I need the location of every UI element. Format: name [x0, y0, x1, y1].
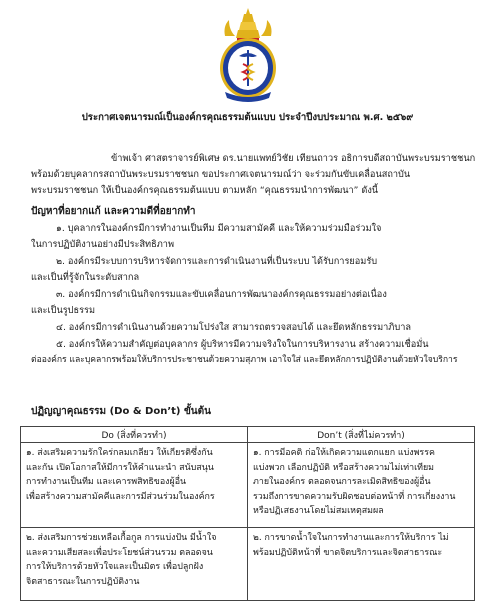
- table-row: [21, 528, 475, 601]
- dont-1-line-2: แบ่งพวก เลือกปฏิบัติ หรือสร้างความไม่เท่าเทียม: [253, 462, 435, 473]
- do-cell-2: [21, 528, 248, 601]
- problems-heading: ปัญหาที่อยากแก้ และความดีที่อยากทำ: [31, 206, 196, 217]
- announcement-title: ประกาศเจตนารมณ์เป็นองค์กรคุณธรรมต้นแบบ ประจำปีงบประมาณ พ.ศ. ๒๕๖๙: [81, 112, 414, 123]
- dont-1-line-5: หรือปฏิเสธงานโดยไม่สมเหตุสมผล: [253, 506, 384, 516]
- problem-3-line-2: และเป็นรูปธรรม: [31, 305, 96, 316]
- institute-emblem-icon: [217, 6, 279, 102]
- do-dont-table: [20, 426, 475, 601]
- dont-2-line-2: พร้อมปฏิบัติหน้าที่ ขาดจิตบริการและจิตสาธารณะ: [253, 547, 443, 558]
- problem-5-line-2: ต่อองค์กร และบุคลากรพร้อมให้บริการประชาชนด้วยความสุภาพ เอาใจใส่ และยึดหลักการปฏิบัติงานด้วยหัวใจบริการ: [31, 355, 458, 365]
- problem-3-line-1: ๓. องค์กรมีการดำเนินกิจกรรมและขับเคลื่อนการพัฒนาองค์กรคุณธรรมอย่างต่อเนื่อง: [56, 289, 387, 300]
- problem-2-line-1: ๒. องค์กรมีระบบการบริหารจัดการและการดำเนินงานที่เป็นระบบ ได้รับการยอมรับ: [56, 256, 378, 267]
- dont-column-header: Don’t (สิ่งที่ไม่ควรทำ): [248, 427, 475, 443]
- do-1-line-1: ๑. ส่งเสริมความรักใคร่กลมเกลียว ให้เกียรติซึ่งกัน: [26, 448, 213, 458]
- intro-line-3: พระบรมราชชนก ให้เป็นองค์กรคุณธรรมต้นแบบ ตามหลัก “คุณธรรมนำการพัฒนา” ดังนี้: [31, 185, 379, 196]
- do-2-line-1: ๒. ส่งเสริมการช่วยเหลือเกื้อกูล การแบ่งปัน มีน้ำใจ: [26, 533, 217, 543]
- table-header-row: [21, 427, 475, 443]
- dont-1-line-1: ๑. การมีอคติ ก่อให้เกิดความแตกแยก แบ่งพรรค: [253, 448, 435, 458]
- problem-4-line-1: ๔. องค์กรมีการดำเนินงานด้วยความโปร่งใส สามารถตรวจสอบได้ และยึดหลักธรรมาภิบาล: [56, 322, 411, 333]
- intro-line-2: พร้อมด้วยบุคลากรสถาบันพระบรมราชชนก ขอประกาศเจตนารมณ์ว่า จะร่วมกันขับเคลื่อนสถาบัน: [31, 169, 411, 180]
- problem-1-line-1: ๑. บุคลากรในองค์กรมีการทำงานเป็นทีม มีความสามัคคี และให้ความร่วมมือร่วมใจ: [56, 223, 382, 234]
- do-1-line-4: เพื่อสร้างความสามัคคีและการมีส่วนร่วมในองค์กร: [26, 491, 215, 502]
- dont-cell-1: [248, 443, 475, 528]
- do-2-line-2: และความเสียสละเพื่อประโยชน์ส่วนรวม ตลอดจน: [26, 547, 213, 558]
- problem-5-line-1: ๕. องค์กรให้ความสำคัญต่อบุคลากร ผู้บริหารมีความจริงใจในการบริหารงาน สร้างความเชื่อมั่น: [56, 339, 429, 350]
- dont-1-line-4: รวมถึงการขาดความรับผิดชอบต่อหน้าที่ การเกี่ยงงาน: [253, 491, 456, 502]
- do-2-line-4: จิตสาธารณะในการปฏิบัติงาน: [26, 576, 140, 587]
- problem-2-line-2: และเป็นที่รู้จักในระดับสากล: [31, 272, 140, 283]
- do-1-line-3: การทำงานเป็นทีม และเคารพสิทธิของผู้อื่น: [26, 477, 187, 487]
- dont-cell-2: [248, 528, 475, 601]
- intro-line-1: ข้าพเจ้า ศาสตราจารย์พิเศษ ดร.นายแพทย์วิชัย เทียนถาวร อธิการบดีสถาบันพระบรมราชชนก: [111, 153, 476, 164]
- dont-1-line-3: ภายในองค์กร ตลอดจนการละเมิดสิทธิของผู้อื่น: [253, 477, 431, 487]
- do-column-header: Do (สิ่งที่ควรทำ): [21, 427, 248, 443]
- do-2-line-3: การให้บริการด้วยหัวใจและเป็นมิตร เพื่อปลูกฝัง: [26, 562, 204, 572]
- do-cell-1: [21, 443, 248, 528]
- wisdom-heading: ปฏิญญาคุณธรรม (Do & Don’t) ขั้นต้น: [31, 406, 211, 417]
- problem-1-line-2: ในการปฏิบัติงานอย่างมีประสิทธิภาพ: [31, 239, 174, 250]
- dont-2-line-1: ๒. การขาดน้ำใจในการทำงานและการให้บริการ ไม่: [253, 533, 449, 543]
- table-row: [21, 443, 475, 528]
- do-1-line-2: และกัน เปิดโอกาสให้มีการให้คำแนะนำ สนับสนุน: [26, 462, 214, 473]
